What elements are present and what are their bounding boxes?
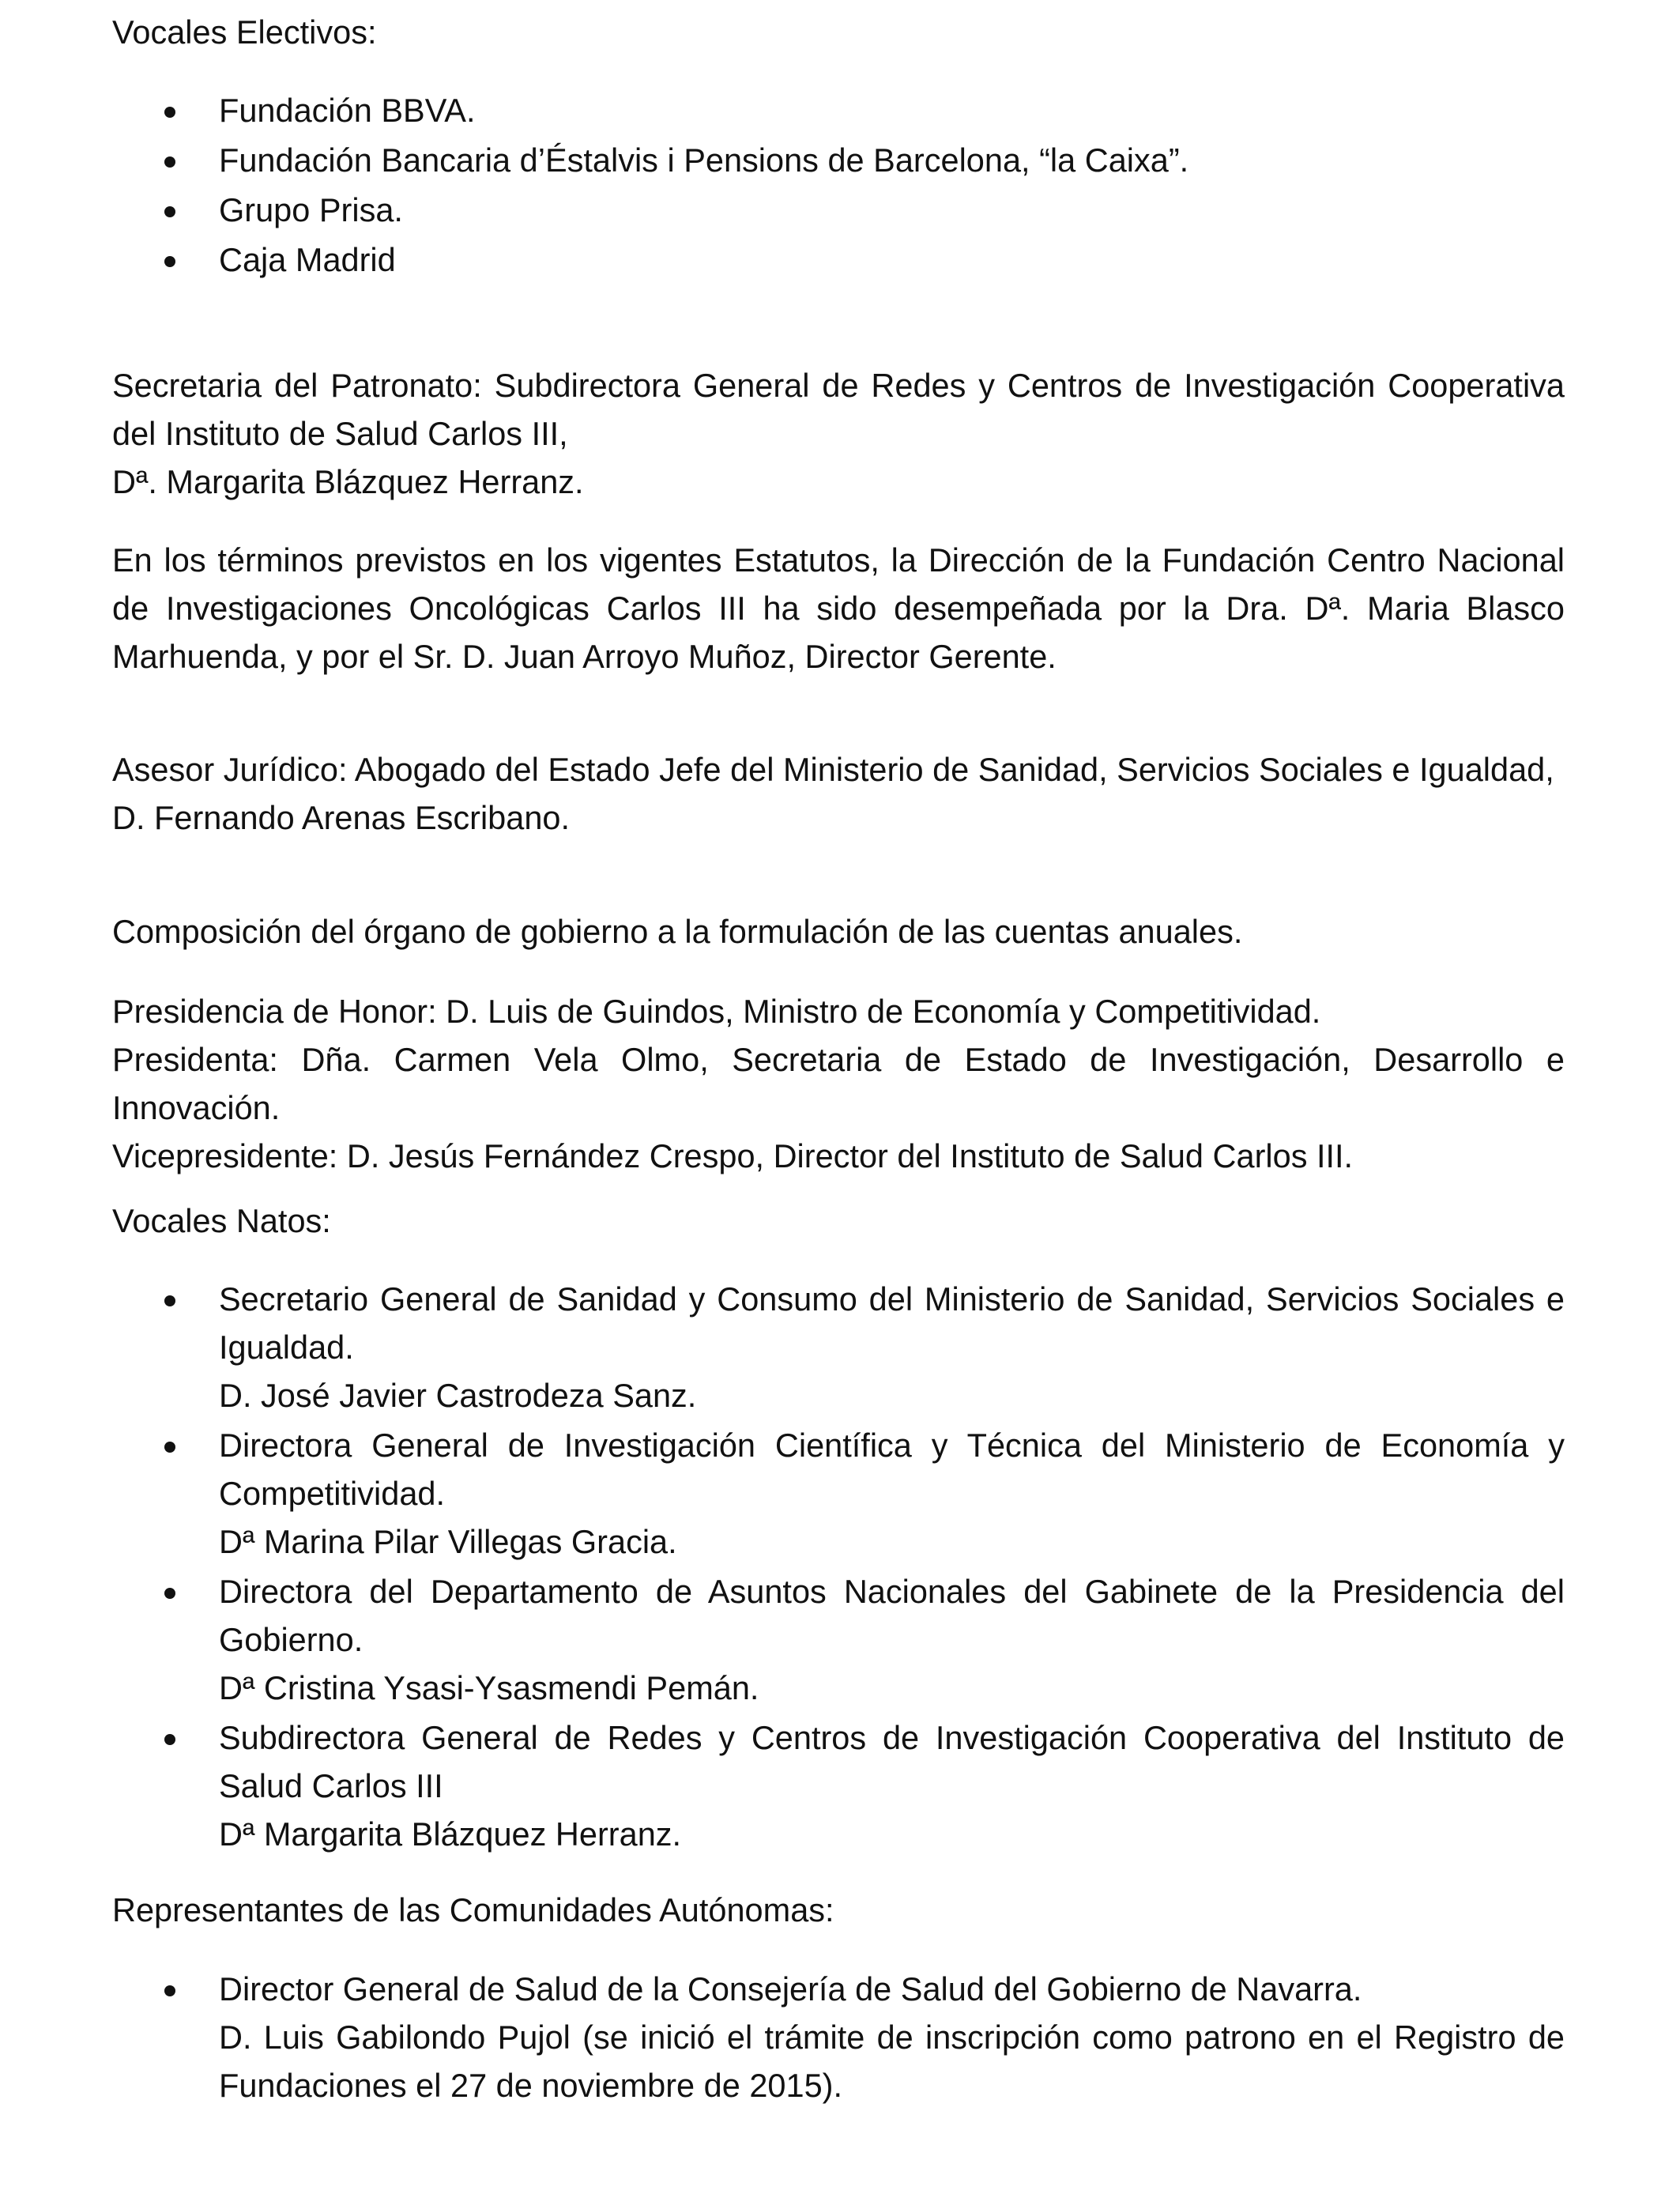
vocal-role: Secretario General de Sanidad y Consumo del Ministerio de Sanidad, Servicios Sociales e Igualdad. xyxy=(219,1280,1565,1366)
list-item: Grupo Prisa. xyxy=(112,186,1565,236)
secretaria-paragraph xyxy=(112,361,1565,506)
representantes-heading: Representantes de las Comunidades Autónomas: xyxy=(112,1891,834,1928)
asesor-paragraph xyxy=(112,745,1565,842)
list-item: Fundación Bancaria d’Éstalvis i Pensions de Barcelona, “la Caixa”. xyxy=(112,136,1565,186)
secretaria-text: Secretaria del Patronato: Subdirectora General de Redes y Centros de Investigación Cooperativa del Instituto de Salud Carlos III, xyxy=(112,367,1565,452)
secretaria-name: Dª. Margarita Blázquez Herranz. xyxy=(112,463,584,500)
representantes-list xyxy=(112,1965,1565,2109)
cargos-block xyxy=(112,987,1565,1180)
bullet-icon xyxy=(164,256,175,267)
vocal-name: Dª Marina Pilar Villegas Gracia. xyxy=(219,1523,677,1560)
vocal-role: Directora del Departamento de Asuntos Nacionales del Gabinete de la Presidencia del Gobierno. xyxy=(219,1573,1565,1658)
vocal-name: Dª Margarita Blázquez Herranz. xyxy=(219,1815,682,1853)
presidencia-honor: Presidencia de Honor: D. Luis de Guindos, Ministro de Economía y Competitividad. xyxy=(112,993,1321,1030)
list-item xyxy=(112,1421,1565,1567)
representante-name: D. Luis Gabilondo Pujol (se inició el trámite de inscripción como patrono en el Registro de Fundaciones el 27 de noviembre de 2015). xyxy=(219,2019,1565,2104)
vocales-electivos-heading: Vocales Electivos: xyxy=(112,13,377,51)
list-item xyxy=(112,1275,1565,1421)
representante-role: Director General de Salud de la Consejería de Salud del Gobierno de Navarra. xyxy=(219,1970,1362,2007)
vocal-role: Subdirectora General de Redes y Centros de Investigación Cooperativa del Instituto de Salud Carlos III xyxy=(219,1719,1565,1804)
bullet-icon xyxy=(164,156,175,168)
bullet-icon xyxy=(164,107,175,118)
bullet-icon xyxy=(164,1588,175,1599)
list-item xyxy=(112,1713,1565,1860)
vocal-name: Dª Cristina Ysasi-Ysasmendi Pemán. xyxy=(219,1669,759,1706)
vocal-name: D. José Javier Castrodeza Sanz. xyxy=(219,1377,697,1414)
list-item: Fundación BBVA. xyxy=(112,86,1565,136)
bullet-icon xyxy=(164,206,175,217)
bullet-icon xyxy=(164,1442,175,1453)
list-item xyxy=(112,1567,1565,1713)
direccion-paragraph: En los términos previstos en los vigentes Estatutos, la Dirección de la Fundación Centro Nacional de Investigaciones Oncológicas Carlos III ha sido desempeñada por la Dra. Dª. Maria Blasco Marhuenda, y por el Sr. D. Juan Arroyo Muñoz, Director Gerente. xyxy=(112,541,1565,675)
vocales-natos-heading: Vocales Natos: xyxy=(112,1202,331,1239)
asesor-name: D. Fernando Arenas Escribano. xyxy=(112,799,571,836)
bullet-icon xyxy=(164,1734,175,1745)
vocales-natos-list xyxy=(112,1275,1565,1860)
vicepresidente: Vicepresidente: D. Jesús Fernández Crespo, Director del Instituto de Salud Carlos III. xyxy=(112,1137,1354,1174)
bullet-icon xyxy=(164,1985,175,1996)
list-item xyxy=(112,1965,1565,2109)
vocal-role: Directora General de Investigación Científica y Técnica del Ministerio de Economía y Competitividad. xyxy=(219,1427,1565,1512)
composicion-paragraph: Composición del órgano de gobierno a la formulación de las cuentas anuales. xyxy=(112,913,1243,950)
bullet-icon xyxy=(164,1295,175,1306)
vocales-electivos-list xyxy=(112,86,1565,285)
asesor-text: Asesor Jurídico: Abogado del Estado Jefe del Ministerio de Sanidad, Servicios Sociales e Igualdad, xyxy=(112,751,1554,788)
list-item: Caja Madrid xyxy=(112,236,1565,285)
presidenta: Presidenta: Dña. Carmen Vela Olmo, Secretaria de Estado de Investigación, Desarrollo e Innovación. xyxy=(112,1041,1565,1126)
